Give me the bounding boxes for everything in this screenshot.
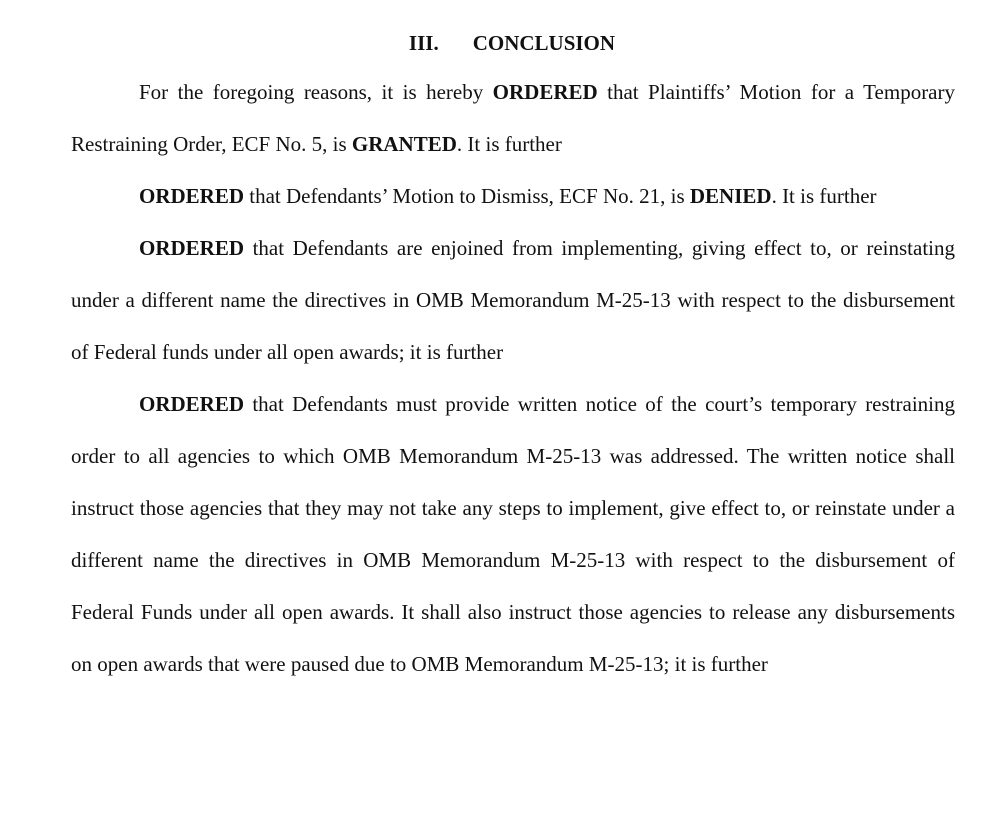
- denied-keyword: DENIED: [689, 184, 772, 208]
- paragraph-text: that Defendants must provide written notice of the court’s temporary restraining order to all agencies to which OMB Memorandum M-25-13 was addressed. The written notice shall instruct those agencies that they may not take any steps to implement, give effect to, or reinstate under a different name the directives in OMB Memorandum M-25-13 with respect to the disbursement of Federal Funds under all open awards. It shall also instruct those agencies to release any disbursements on open awards that were paused due to OMB Memorandum M-25-13; it is further: [71, 392, 955, 676]
- ordered-keyword: ORDERED: [492, 80, 598, 104]
- paragraph-written-notice: [71, 378, 955, 690]
- paragraph-text: . It is further: [456, 132, 562, 156]
- section-heading: [0, 30, 996, 56]
- paragraph-injunction: [71, 222, 955, 378]
- document-body: [71, 66, 955, 690]
- paragraph-text: that Defendants’ Motion to Dismiss, ECF No. 21, is: [244, 184, 690, 208]
- section-number: III.: [408, 31, 439, 55]
- paragraph-text: that Defendants are enjoined from implementing, giving effect to, or reinstating under a different name the directives in OMB Memorandum M-25-13 with respect to the disbursement of Federal funds under all open awards; it is further: [71, 236, 955, 364]
- ordered-keyword: ORDERED: [139, 184, 245, 208]
- paragraph-tro-granted: [71, 66, 955, 170]
- ordered-keyword: ORDERED: [139, 236, 245, 260]
- paragraph-text: . It is further: [771, 184, 877, 208]
- paragraph-text: that Plaintiffs’ Motion for a Temporary Restraining Order, ECF No. 5, is: [71, 80, 955, 156]
- section-title: CONCLUSION: [472, 31, 616, 55]
- granted-keyword: GRANTED: [351, 132, 457, 156]
- ordered-keyword: ORDERED: [139, 392, 245, 416]
- paragraph-motion-denied: [71, 170, 955, 222]
- paragraph-text: For the foregoing reasons, it is hereby: [139, 80, 493, 104]
